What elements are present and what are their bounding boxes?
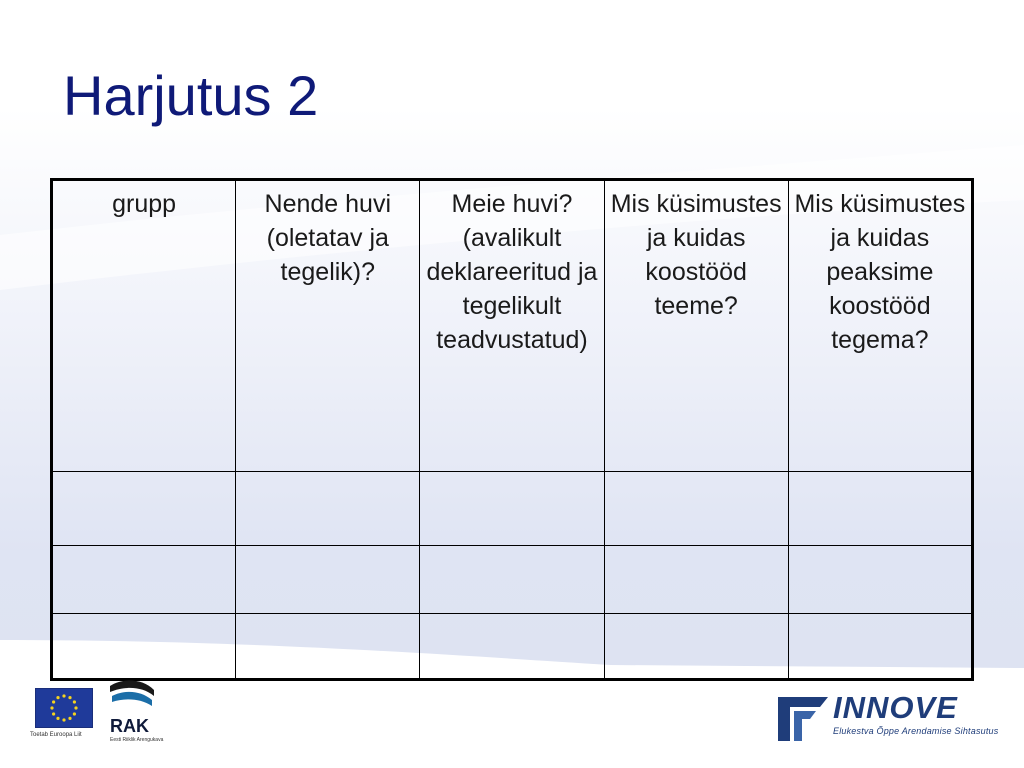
table-cell[interactable] [236, 546, 420, 614]
rak-label: RAK [110, 716, 149, 736]
table-cell[interactable] [52, 472, 236, 546]
exercise-table [50, 178, 974, 681]
table-cell[interactable] [788, 546, 972, 614]
table-cell[interactable] [604, 546, 788, 614]
header-cell-koostoo-teeme: Mis küsimustes ja kuidas koostööd teeme? [604, 180, 788, 472]
innove-label: INNOVE [833, 690, 958, 725]
eu-caption: Toetab Euroopa Liit [30, 732, 82, 738]
table-row [52, 472, 973, 546]
table-cell[interactable] [420, 546, 604, 614]
slide-title: Harjutus 2 [63, 64, 319, 127]
rak-logo-icon [108, 676, 158, 716]
table-header-row [52, 180, 973, 472]
table-row [52, 546, 973, 614]
innove-caption: Elukestva Õppe Arendamise Sihtasutus [833, 726, 999, 736]
table-cell[interactable] [420, 472, 604, 546]
table-cell[interactable] [52, 546, 236, 614]
table-row [52, 614, 973, 680]
header-cell-koostoo-peaksime: Mis küsimustes ja kuidas peaksime koostööd tegema? [788, 180, 972, 472]
table-cell[interactable] [604, 472, 788, 546]
table-cell[interactable] [788, 614, 972, 680]
header-cell-grupp: grupp [52, 180, 236, 472]
table-cell[interactable] [420, 614, 604, 680]
header-cell-meie-huvi: Meie huvi? (avalikult deklareeritud ja tegelikult teadvustatud) [420, 180, 604, 472]
table-cell[interactable] [236, 614, 420, 680]
rak-caption: Eesti Riiklik Arengukava [110, 737, 164, 743]
table-cell[interactable] [236, 472, 420, 546]
table-cell[interactable] [604, 614, 788, 680]
innove-logo-icon [776, 693, 830, 743]
eu-stars-icon [36, 689, 92, 727]
table-cell[interactable] [52, 614, 236, 680]
eu-flag-logo [35, 688, 93, 728]
table-cell[interactable] [788, 472, 972, 546]
header-cell-nende-huvi: Nende huvi (oletatav ja tegelik)? [236, 180, 420, 472]
